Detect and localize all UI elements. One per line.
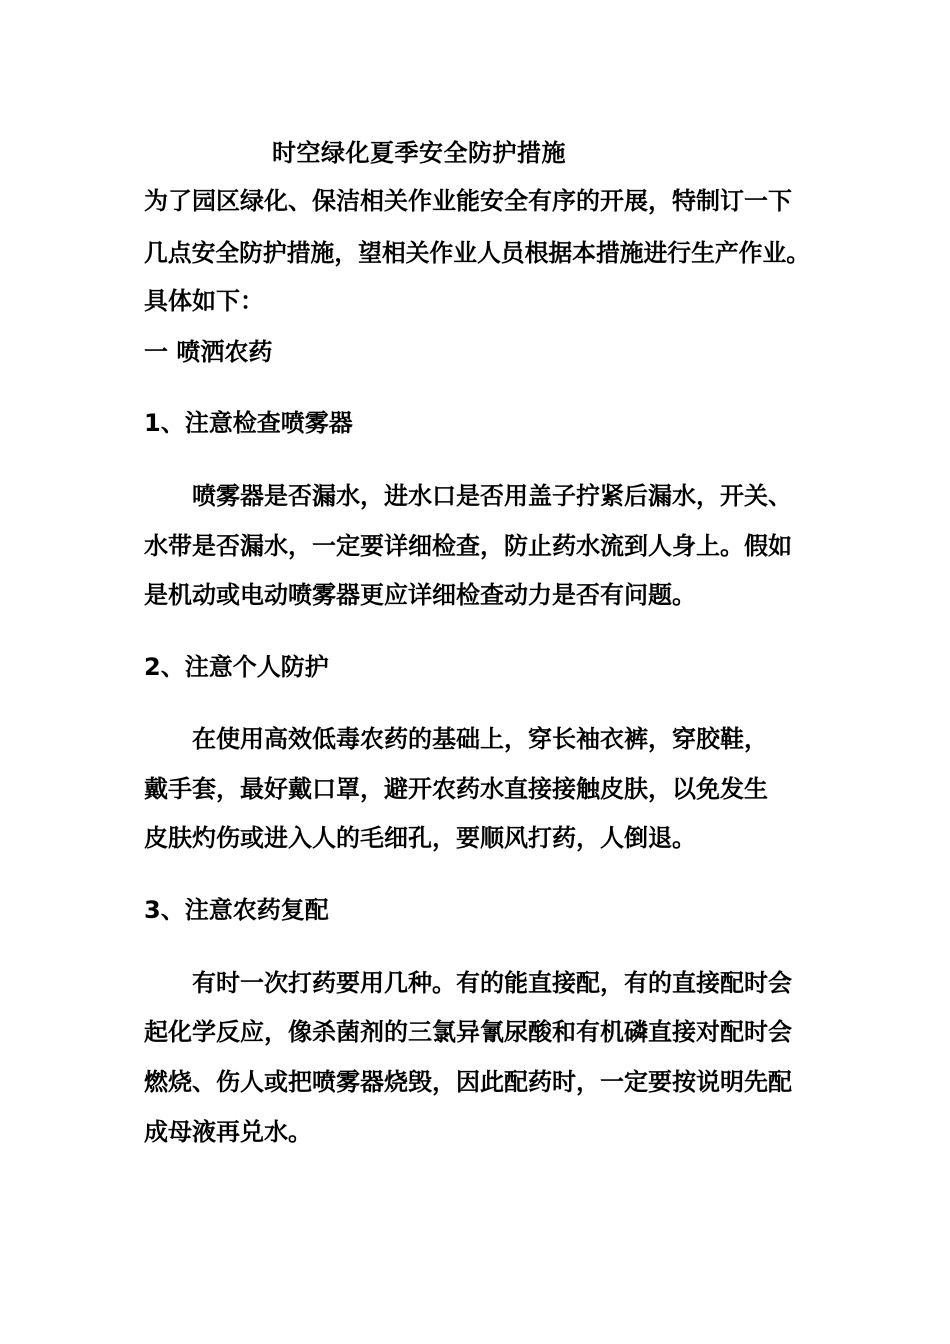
intro-line-2: 几点安全防护措施，望相关作业人员根据本措施进行生产作业。 — [144, 239, 811, 267]
item-1-line-3: 是机动或电动喷雾器更应详细检查动力是否有问题。 — [144, 581, 696, 609]
item-3-line-1: 有时一次打药要用几种。有的能直接配，有的直接配时会 — [192, 969, 792, 997]
intro-line-3: 具体如下： — [144, 287, 264, 315]
item-2-line-1: 在使用高效低毒农药的基础上，穿长袖衣裤，穿胶鞋， — [192, 725, 768, 753]
document-title: 时空绿化夏季安全防护措施 — [272, 139, 566, 167]
item-1-line-2: 水带是否漏水，一定要详细检查，防止药水流到人身上。假如 — [144, 532, 792, 560]
item-3-heading: 3、注意农药复配 — [144, 896, 329, 924]
item-1-line-1: 喷雾器是否漏水，进水口是否用盖子拧紧后漏水，开关、 — [192, 482, 792, 510]
item-3-line-2: 起化学反应，像杀菌剂的三氯异氰尿酸和有机磷直接对配时会 — [144, 1018, 792, 1046]
item-3-line-4: 成母液再兑水。 — [144, 1118, 312, 1146]
item-3-line-3: 燃烧、伤人或把喷雾器烧毁，因此配药时，一定要按说明先配 — [144, 1068, 792, 1096]
item-2-heading: 2、注意个人防护 — [144, 653, 329, 681]
item-2-line-2: 戴手套，最好戴口罩，避开农药水直接接触皮肤，以免发生 — [144, 775, 768, 803]
section-heading: 一 喷洒农药 — [144, 338, 273, 366]
intro-line-1: 为了园区绿化、保洁相关作业能安全有序的开展，特制订一下 — [144, 187, 792, 215]
item-2-line-3: 皮肤灼伤或进入人的毛细孔，要顺风打药，人倒退。 — [144, 824, 696, 852]
item-1-heading: 1、注意检查喷雾器 — [144, 409, 353, 437]
